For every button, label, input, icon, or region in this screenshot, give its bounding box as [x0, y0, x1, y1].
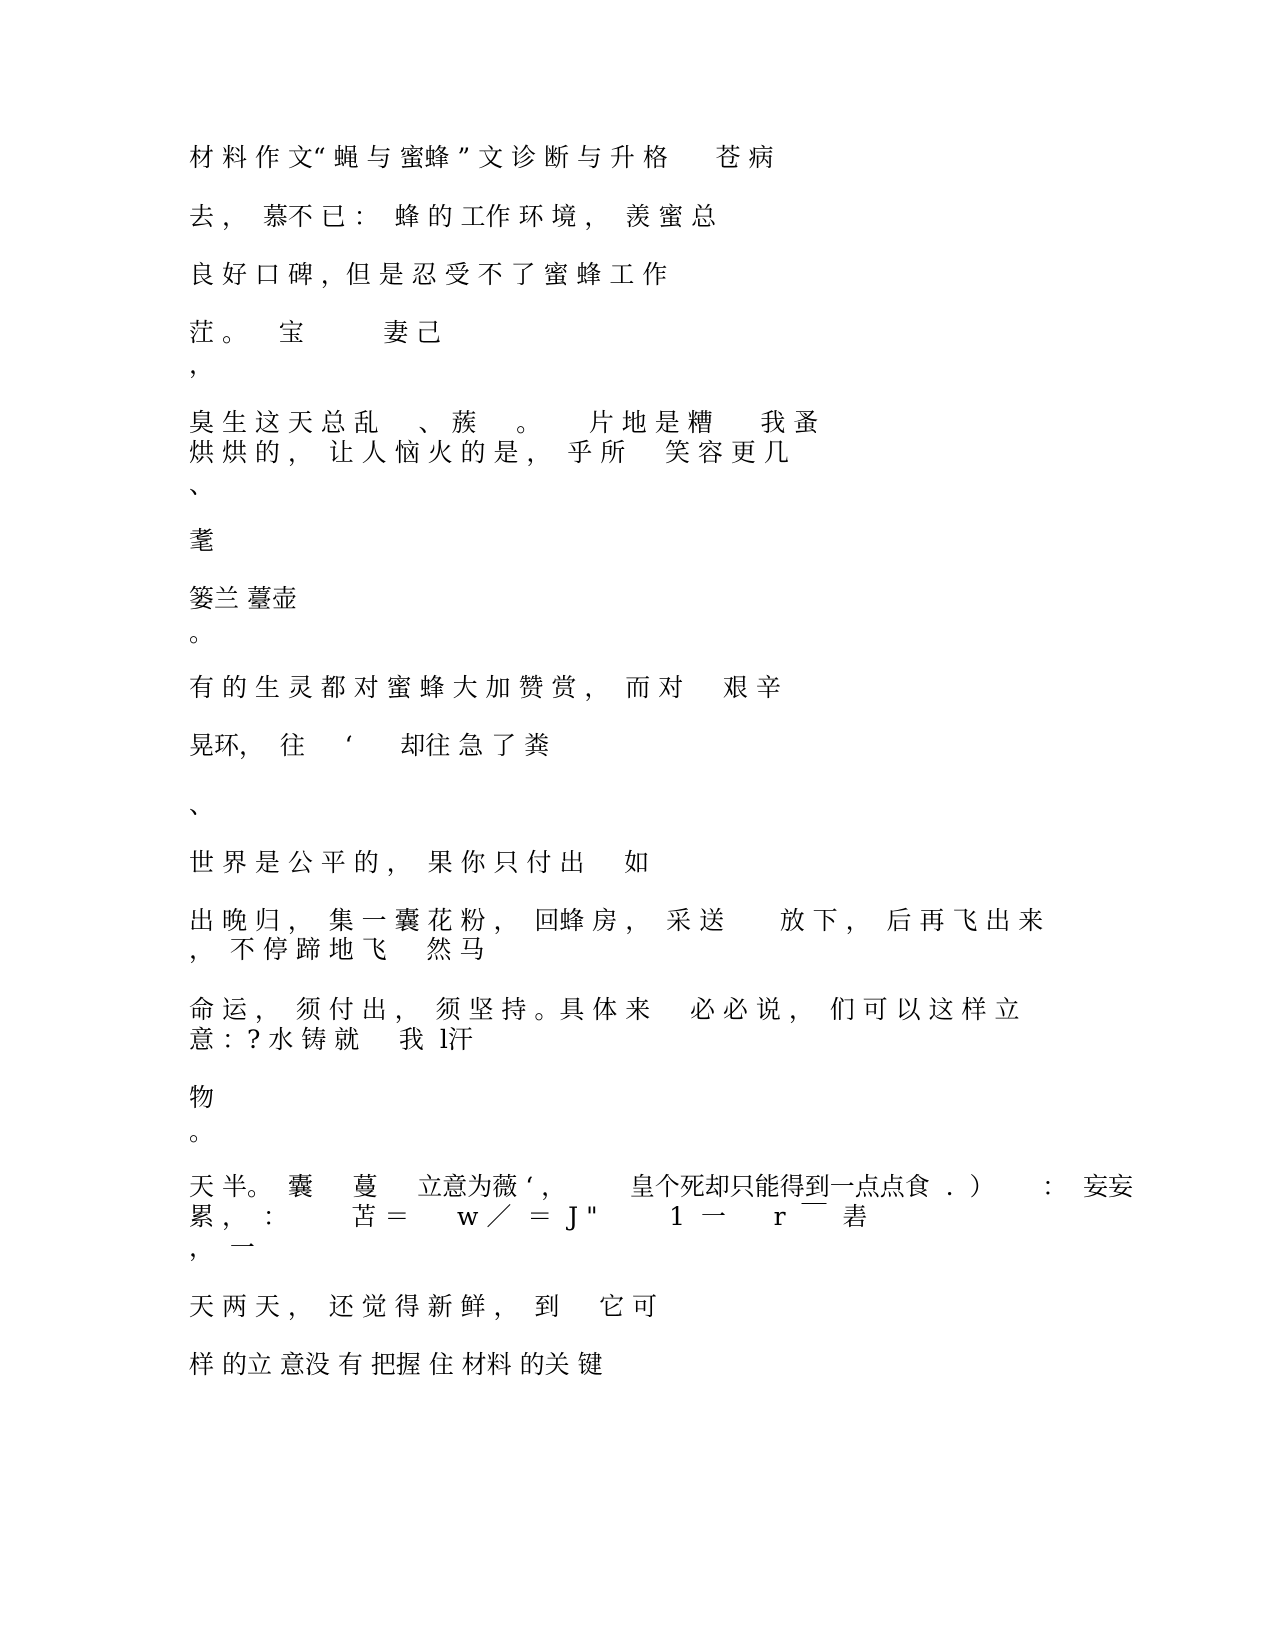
text-line: 累 ， ： 苫 ＝ w ／ ＝ J " 1 一 r ￣ 砉 — [189, 1202, 868, 1231]
text-line: 、 — [189, 790, 215, 819]
text-line: 去 ， 慕不 已 ： 蜂 的 工作 环 境 ， 羡 蜜 总 — [189, 202, 717, 231]
text-line: 世 界 是 公 平 的 ， 果 你 只 付 出 如 — [189, 848, 650, 877]
text-line: 篓兰 薹壶 — [189, 584, 297, 613]
text-line: 意 ：? 水 铸 就 我 l汗 — [189, 1025, 473, 1054]
text-line: 物 — [189, 1083, 215, 1112]
text-line: 良 好 口 碑 ，但 是 忍 受 不 了 蜜 蜂 工 作 — [189, 260, 668, 289]
text-line: 。 — [189, 1117, 215, 1146]
text-line: 命 运 ， 须 付 出 ， 须 坚 持 。具 体 来 必 必 说 ， 们 可 以 这 样 立 — [189, 995, 1020, 1024]
text-line: 天 半。 囊 蔓 立意为薇 ‘ ， 皇个死却只能得到一点点食 . ） ： 妄妄 — [189, 1172, 1134, 1201]
text-line: 出 晚 归 ， 集 一 囊 花 粉 ， 回蜂 房 ， 采 送 放 下 ， 后 再 飞 出 来 — [189, 906, 1044, 935]
text-line: 臭 生 这 天 总 乱 、 蔟 。 片 地 是 糟 我 蚤 — [189, 408, 819, 437]
text-line: 天 两 天 ， 还 觉 得 新 鲜 ， 到 它 可 — [189, 1292, 658, 1321]
text-line: ， — [189, 350, 215, 379]
text-line: 有 的 生 灵 都 对 蜜 蜂 大 加 赞 赏 ， 而 对 艰 辛 — [189, 673, 781, 702]
text-line: 耄 — [189, 526, 215, 555]
text-line: ， 不 停 蹄 地 飞 然 马 — [189, 935, 485, 964]
title-line: 材 料 作 文“ 蝇 与 蜜蜂 ” 文 诊 断 与 升 格 苍 病 — [189, 143, 774, 172]
text-line: 、 — [189, 470, 215, 499]
text-line: 烘 烘 的 ， 让 人 恼 火 的 是 ， 乎 所 笑 容 更 几 — [189, 438, 789, 467]
text-line: 晃环， 往 ‘ 却往 急 了 粪 — [189, 731, 550, 760]
text-line: 样 的立 意没 有 把握 住 材料 的关 键 — [189, 1350, 603, 1379]
text-line: ， 一 — [189, 1233, 255, 1262]
text-line: 茳 。 宝 妻 己 — [189, 318, 442, 347]
text-line: 。 — [189, 618, 215, 647]
